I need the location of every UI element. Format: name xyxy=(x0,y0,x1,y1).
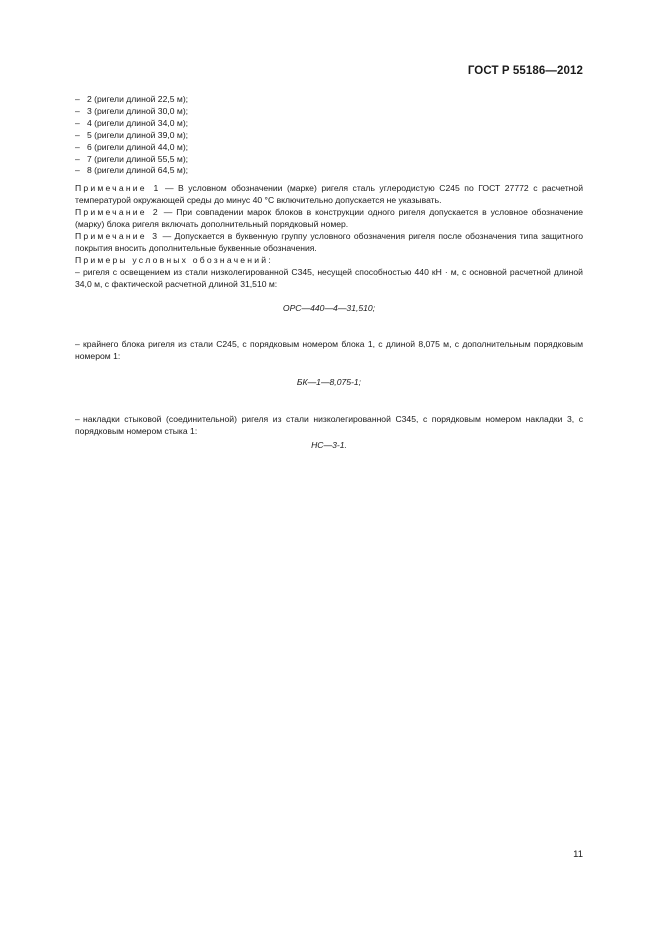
note-text: — В условном обозначении (марке) ригеля сталь углеродистую С245 по ГОСТ 27772 с расчетной температурой окружающей среды до минус 40 °С включительно допускается не указывать. xyxy=(75,183,583,206)
examples-heading: Примеры условных обозначений: xyxy=(75,254,273,265)
list-item: – 7 (ригели длиной 55,5 м); xyxy=(75,153,189,164)
document-code: ГОСТ Р 55186—2012 xyxy=(467,65,583,77)
list-item: – 5 (ригели длиной 39,0 м); xyxy=(75,129,189,140)
example-2-text: – крайнего блока ригеля из стали С245, с порядковым номером блока 1, с длиной 8,075 м, с дополнительным порядковым номером 1: xyxy=(75,339,583,362)
note-label: Примечание 1 xyxy=(75,183,161,194)
note-text: — При совпадении марок блоков в конструкции одного ригеля допускается в условное обозначение (марку) блока ригеля включать дополнительный порядковый номер. xyxy=(75,207,584,230)
example-1-formula: ОРС—440—4—31,510; xyxy=(282,302,376,313)
note-2 xyxy=(75,207,583,231)
page-content xyxy=(75,94,583,452)
list-item: – 8 (ригели длиной 64,5 м); xyxy=(75,165,189,176)
list-item: – 4 (ригели длиной 34,0 м); xyxy=(75,117,189,128)
list-item: – 3 (ригели длиной 30,0 м); xyxy=(75,105,189,116)
example-3-text: – накладки стыковой (соединительной) ригеля из стали низколегированной С345, с порядковым номером накладки 3, с порядковым номером стыка 1: xyxy=(75,414,583,437)
example-3-formula: НС—3-1. xyxy=(311,439,347,450)
note-text: — Допускается в буквенную группу условного обозначения ригеля после обозначения типа защитного покрытия вносить дополнительные буквенные обозначения. xyxy=(75,230,583,253)
list-item: – 2 (ригели длиной 22,5 м); xyxy=(75,94,189,104)
note-label: Примечание 2 xyxy=(75,207,160,218)
page-number: 11 xyxy=(573,849,583,860)
length-list xyxy=(75,94,583,177)
list-item: – 6 (ригели длиной 44,0 м); xyxy=(75,141,189,152)
note-label: Примечание 3 xyxy=(75,230,160,241)
note-3 xyxy=(75,231,583,255)
example-1-text: – ригеля с освещением из стали низколегированной С345, несущей способностью 440 кН · м, с основной расчетной длиной 34,0 м, с фактической расчетной длиной 31,510 м: xyxy=(75,266,583,289)
note-1 xyxy=(75,183,583,207)
example-2-formula: БК—1—8,075-1; xyxy=(296,377,362,388)
